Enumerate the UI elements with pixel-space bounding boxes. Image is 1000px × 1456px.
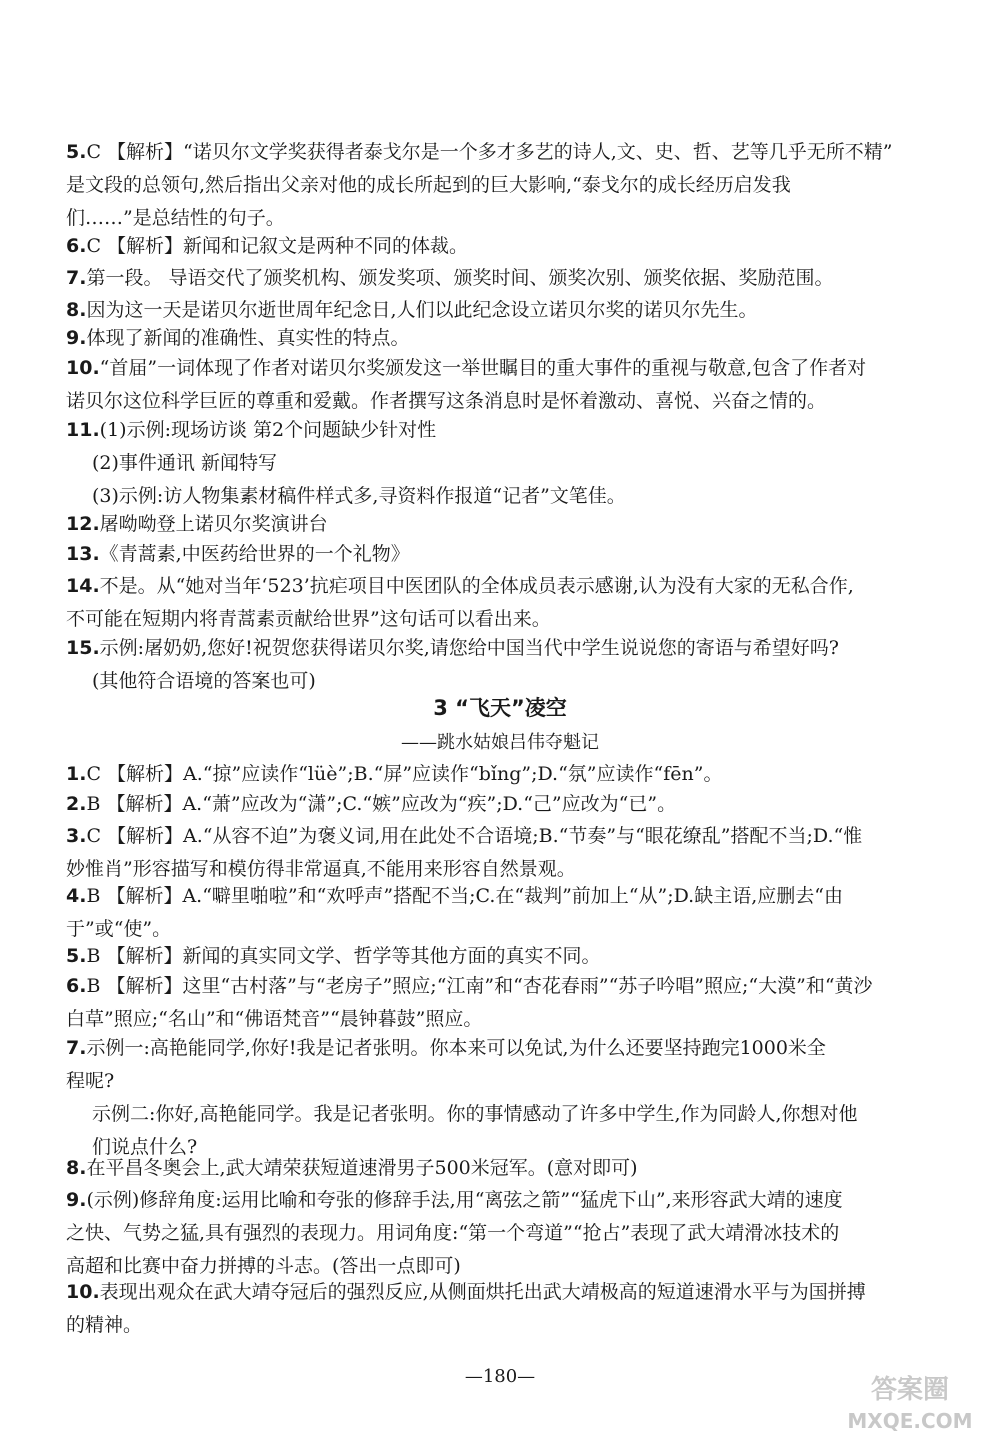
answer-line [66, 1217, 946, 1250]
answer-line [66, 1184, 946, 1217]
answer-line [66, 1276, 946, 1309]
answer-text: B 【解析】这里“古村落”与“老房子”照应;“江南”和“杏花春雨”“苏子吟唱”照应;“大漠”和“黄沙 [86, 975, 873, 997]
answer-text: 于”或“使”。 [66, 918, 172, 940]
answer-subline: (其他符合语境的答案也可) [92, 670, 316, 692]
answer-text: (1)示例:现场访谈 第2个问题缺少针对性 [99, 419, 437, 441]
answer-text: (示例)修辞角度:运用比喻和夸张的修辞手法,用“离弦之箭”“猛虎下山”,来形容武大靖的速度 [86, 1189, 843, 1211]
answer-text: C 【解析】“诺贝尔文学奖获得者泰戈尔是一个多才多艺的诗人,文、史、哲、艺等几乎无所不精” [86, 141, 893, 163]
answer-line [66, 758, 946, 791]
answer-text: 之快、气势之猛,具有强烈的表现力。用词角度:“第一个弯道”“抢占”表现了武大靖滑冰技术的 [66, 1222, 840, 1244]
answer-item [66, 352, 946, 418]
item-number: 15. [66, 637, 100, 659]
answer-text: 高超和比赛中奋力拼搏的斗志。(答出一点即可) [66, 1255, 461, 1277]
answer-item [66, 1276, 946, 1342]
item-number: 9. [66, 327, 87, 349]
answer-item [66, 538, 946, 571]
answer-item [66, 322, 946, 355]
answer-item [66, 570, 946, 636]
answer-item [66, 970, 946, 1036]
answer-text: B 【解析】A.“萧”应改为“潇”;C.“嫉”应改为“疾”;D.“己”应改为“已”。 [86, 793, 677, 815]
answer-text: 体现了新闻的准确性、真实性的特点。 [86, 327, 410, 349]
answer-text: 在平昌冬奥会上,武大靖荣获短道速滑男子500米冠军。(意对即可) [86, 1157, 638, 1179]
answer-item [66, 940, 946, 973]
answer-text: C 【解析】A.“掠”应读作“lüè”;B.“屏”应读作“bǐng”;D.“氛”应读作“fēn”。 [86, 763, 723, 785]
answer-line [66, 940, 946, 973]
answer-text: 示例:屠奶奶,您好!祝贺您获得诺贝尔奖,请您给中国当代中学生说说您的寄语与希望好吗? [99, 637, 839, 659]
watermark-text-1: 答案圈 [870, 1375, 950, 1405]
section-subtitle: ——跳水姑娘吕伟夺魁记 [401, 732, 599, 753]
answer-line [66, 1309, 946, 1342]
watermark-logo [840, 1368, 980, 1438]
answer-text: 妙惟肖”形容描写和模仿得非常逼真,不能用来形容自然景观。 [66, 858, 576, 880]
item-number: 6. [66, 975, 87, 997]
answer-text: 白草”照应;“名山”和“佛语梵音”“晨钟暮鼓”照应。 [66, 1008, 483, 1030]
answer-line [66, 262, 946, 295]
answer-item [66, 1184, 946, 1283]
answer-line [66, 1152, 946, 1185]
item-number: 10. [66, 357, 100, 379]
answer-line [66, 414, 946, 447]
answer-item [66, 136, 946, 235]
item-number: 12. [66, 513, 100, 535]
answer-text: 们……”是总结性的句子。 [66, 207, 285, 229]
answer-line [66, 508, 946, 541]
answer-item [66, 262, 946, 295]
item-number: 8. [66, 299, 87, 321]
item-number: 13. [66, 543, 100, 565]
answer-item [66, 414, 946, 513]
answer-subline: 们说点什么? [92, 1136, 198, 1158]
item-number: 2. [66, 793, 87, 815]
answer-line [66, 230, 946, 263]
answer-item [66, 880, 946, 946]
answer-subline: 示例二:你好,高艳能同学。我是记者张明。你的事情感动了许多中学生,作为同龄人,你想对他 [92, 1103, 858, 1125]
answer-item [66, 1152, 946, 1185]
item-number: 14. [66, 575, 100, 597]
answer-line [66, 136, 946, 169]
answer-subline: (3)示例:访人物集素材稿件样式多,寻资料作报道“记者”文笔佳。 [92, 485, 626, 507]
answer-line [66, 788, 946, 821]
answer-line [66, 352, 946, 385]
answer-item [66, 758, 946, 791]
answer-text: 诺贝尔这位科学巨匠的尊重和爱戴。作者撰写这条消息时是怀着激动、喜悦、兴奋之情的。 [66, 390, 827, 412]
item-number: 5. [66, 141, 87, 163]
item-number: 8. [66, 1157, 87, 1179]
item-number: 10. [66, 1281, 100, 1303]
answer-line [66, 1032, 946, 1065]
item-number: 11. [66, 419, 100, 441]
answer-text: 《青蒿素,中医药给世界的一个礼物》 [99, 543, 410, 565]
answer-text: 表现出观众在武大靖夺冠后的强烈反应,从侧面烘托出武大靖极高的短道速滑水平与为国拼搏 [99, 1281, 866, 1303]
answer-text: “首届”一词体现了作者对诺贝尔奖颁发这一举世瞩目的重大事件的重视与敬意,包含了作者对 [99, 357, 867, 379]
answer-line [66, 632, 946, 665]
answer-line [66, 970, 946, 1003]
answer-text: 不是。从“她对当年‘523’抗疟项目中医团队的全体成员表示感谢,认为没有大家的无私合作, [99, 575, 854, 597]
item-number: 7. [66, 267, 87, 289]
item-number: 4. [66, 885, 87, 907]
answer-text: 是文段的总领句,然后指出父亲对他的成长所起到的巨大影响,“泰戈尔的成长经历启发我 [66, 174, 791, 196]
answer-text: 不可能在短期内将青蒿素贡献给世界”这句话可以看出来。 [66, 608, 551, 630]
answer-text: B 【解析】A.“噼里啪啦”和“欢呼声”搭配不当;C.在“裁判”前加上“从”;D.缺主语,应删去“由 [86, 885, 843, 907]
answer-text: C 【解析】A.“从容不迫”为褒义词,用在此处不合语境;B.“节奏”与“眼花缭乱”搭配不当;D.“惟 [86, 825, 863, 847]
answer-line [66, 538, 946, 571]
answer-line [66, 570, 946, 603]
answer-line [66, 322, 946, 355]
answer-text: 程呢? [66, 1070, 115, 1092]
answer-line [66, 169, 946, 202]
answer-line [66, 880, 946, 913]
answer-text: 屠呦呦登上诺贝尔奖演讲台 [99, 513, 328, 535]
answer-text: 第一段。 导语交代了颁奖机构、颁发奖项、颁奖时间、颁奖次别、颁奖依据、奖励范围。 [86, 267, 834, 289]
page-number: —180— [464, 1366, 536, 1387]
answer-item [66, 788, 946, 821]
answer-item [66, 1032, 946, 1164]
section-title: 3 “飞天”凌空 [433, 696, 567, 720]
answer-text: B 【解析】新闻的真实同文学、哲学等其他方面的真实不同。 [86, 945, 601, 967]
answer-subline: (2)事件通讯 新闻特写 [92, 452, 277, 474]
item-number: 6. [66, 235, 87, 257]
answer-line [66, 1065, 946, 1098]
item-number: 7. [66, 1037, 87, 1059]
answer-item [66, 508, 946, 541]
item-number: 3. [66, 825, 87, 847]
item-number: 9. [66, 1189, 87, 1211]
answer-item [66, 230, 946, 263]
answer-text: 的精神。 [66, 1314, 143, 1336]
watermark-text-2: MXQE.COM [847, 1409, 973, 1433]
item-number: 5. [66, 945, 87, 967]
item-number: 1. [66, 763, 87, 785]
answer-item [66, 820, 946, 886]
answer-item [66, 632, 946, 698]
answer-line [66, 820, 946, 853]
answer-text: 示例一:高艳能同学,你好!我是记者张明。你本来可以免试,为什么还要坚持跑完1000米全 [86, 1037, 826, 1059]
answer-text: C 【解析】新闻和记叙文是两种不同的体裁。 [86, 235, 469, 257]
answer-text: 因为这一天是诺贝尔逝世周年纪念日,人们以此纪念设立诺贝尔奖的诺贝尔先生。 [86, 299, 758, 321]
